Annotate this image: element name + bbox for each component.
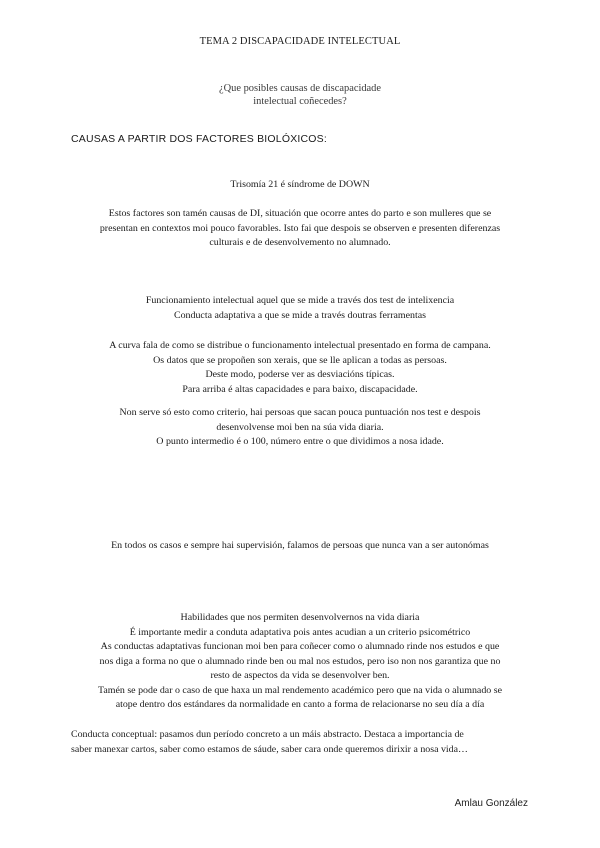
text-line: Habilidades que nos permiten desenvolvernos na vida diaria <box>180 612 420 623</box>
text-line: Trisomía 21 é síndrome de DOWN <box>230 179 370 190</box>
author-signature: Amlau González <box>454 798 528 809</box>
paragraph-criterio <box>0 406 600 450</box>
text-line: Para arriba é altas capacidades e para baixo, discapacidade. <box>182 383 418 395</box>
text-line: O punto intermedio é o 100, número entre o que dividimos a nosa idade. <box>156 436 444 447</box>
text-line: presentan en contextos moi pouco favorables. Isto fai que despois se observen e presenten diferenzas <box>99 222 501 234</box>
paragraph-habilidades <box>0 611 600 713</box>
text-line: Conducta adaptativa a que se mide a través doutras ferramentas <box>173 309 427 321</box>
text-line: Deste modo, poderse ver as desviacións típicas. <box>205 369 395 380</box>
text-line: En todos os casos e sempre hai supervisión, falamos de persoas que nunca van a ser autonómas <box>111 540 489 551</box>
guiding-question <box>0 82 600 108</box>
document-title: TEMA 2 DISCAPACIDADE INTELECTUAL <box>199 36 401 47</box>
text-line: É importante medir a conduta adaptativa pois antes acudian a un criterio psicométrico <box>129 626 471 638</box>
text-line: desenvolvense moi ben na súa vida diaria. <box>216 421 384 433</box>
text-line: Funcionamiento intelectual aquel que se mide a través dos test de intelixencia <box>145 295 455 306</box>
section-heading: CAUSAS A PARTIR DOS FACTORES BIOLÓXICOS: <box>71 133 327 145</box>
question-line: intelectual coñecedes? <box>253 96 347 107</box>
text-line: Estos factores son tamén causas de DI, situación que ocorre antes do parto e son mulleres que se <box>108 208 492 219</box>
text-line: culturais e de desenvolvemento no alumnado. <box>209 237 391 248</box>
text-line: As conductas adaptativas funcionan moi ben para coñecer como o alumnado rinde nos estudos e que <box>100 641 500 652</box>
paragraph-factors <box>0 207 600 251</box>
text-line: A curva fala de como se distribue o funcionamento intelectual presentado en forma de campana. <box>109 340 491 351</box>
paragraph-curva <box>0 339 600 397</box>
text-line: Conducta conceptual: pasamos dun período concreto a un máis abstracto. Destaca a importancia de <box>71 729 464 740</box>
question-line: ¿Que posibles causas de discapacidade <box>218 83 382 94</box>
text-line: Os datos que se propoñen son xerais, que se lle aplican a todas as persoas. <box>153 354 447 366</box>
text-line: nos diga a forma no que o alumnado rinde ben ou mal nos estudos, pero iso non nos garantiza que no <box>99 655 501 667</box>
paragraph-funcionamento <box>0 294 600 323</box>
paragraph-trisomia <box>0 178 600 193</box>
text-line: Tamén se pode dar o caso de que haxa un mal rendemento académico pero que na vida o alumnado se <box>97 684 503 696</box>
paragraph-todos <box>0 539 600 554</box>
paragraph-conceptual <box>71 728 531 757</box>
text-line: resto de aspectos da vida se desenvolver ben. <box>210 670 390 681</box>
text-line: Non serve só esto como criterio, hai persoas que sacan pouca puntuación nos test e despois <box>119 407 481 418</box>
text-line: atope dentro dos estándares da normalidade en canto a forma de relacionarse no seu día a día <box>115 699 485 710</box>
text-line: saber manexar cartos, saber como estamos de sáude, saber cara onde queremos dirixir a nosa vida… <box>71 743 468 755</box>
